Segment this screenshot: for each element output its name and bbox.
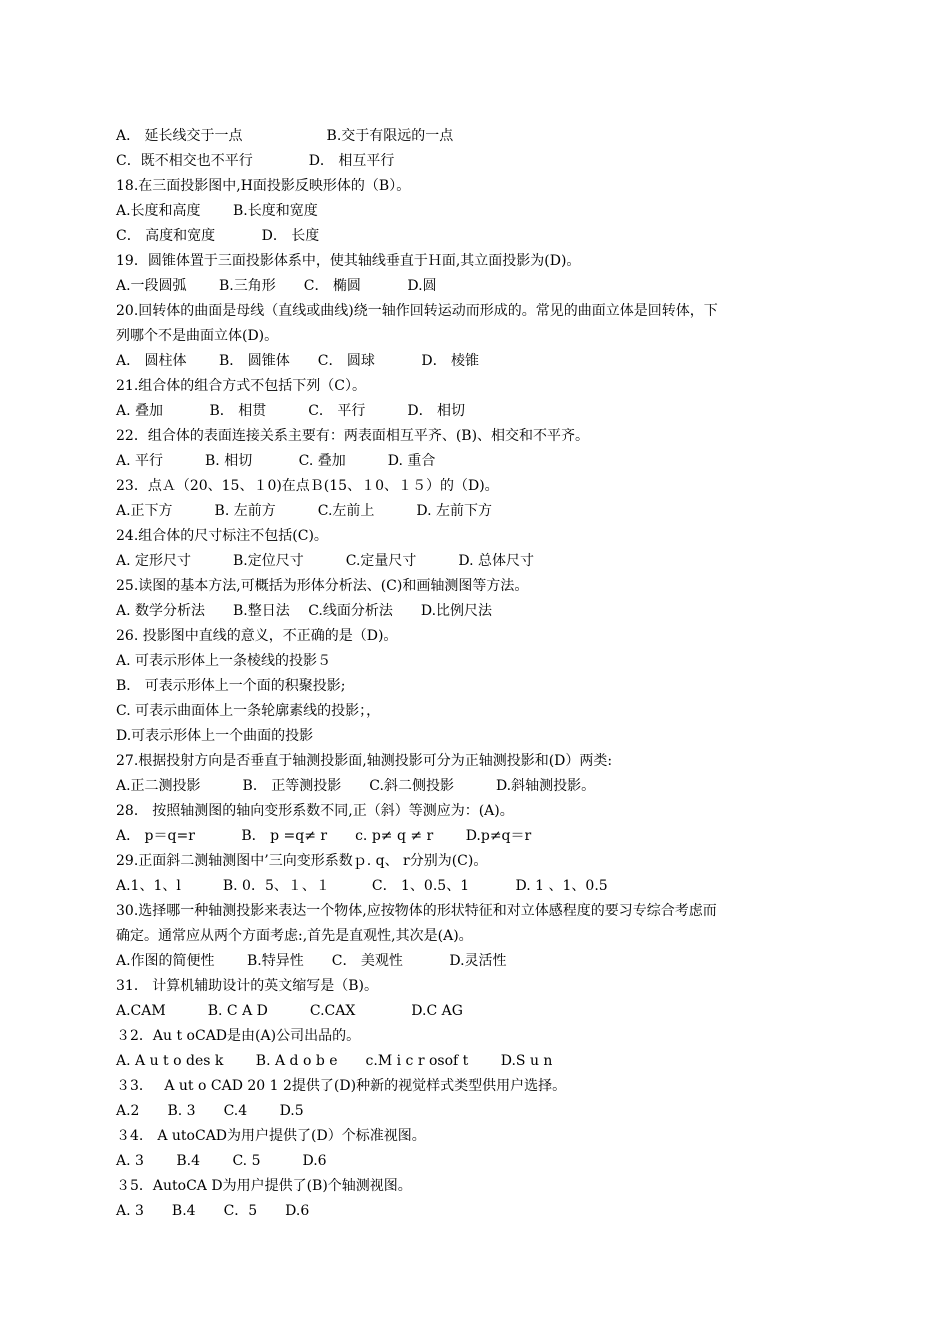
answer-options-line: A. 定形尺寸 B.定位尺寸 C.定量尺寸 D. 总体尺寸: [116, 553, 535, 569]
answer-options-line: C． 高度和宽度 D． 长度: [116, 228, 320, 244]
question-22: 22．组合体的表面连接关系主要有：两表面相互平齐、(B)、相交和不平齐。: [116, 428, 590, 444]
question-32: ３2．Au t oCAD是由(A)公司出品的。: [116, 1028, 361, 1044]
question-31: 31． 计算机辅助设计的英文缩写是（B)。: [116, 978, 379, 994]
answer-options-line: A． 延长线交于一点 B.交于有限远的一点: [116, 128, 454, 144]
question-28: 28． 按照轴测图的轴向变形系数不同,正（斜）等测应为：(A)。: [116, 803, 514, 819]
answer-option-d: D.可表示形体上一个曲面的投影: [116, 728, 314, 744]
answer-options-line: A.正二测投影 B． 正等测投影 C.斜二侧投影 D.斜轴测投影。: [116, 778, 596, 794]
question-30-continued: 确定。通常应从两个方面考虑:,首先是直观性,其次是(A)。: [116, 928, 473, 944]
answer-options-line: A. 3 B.4 C．5 D.6: [116, 1203, 310, 1219]
answer-options-line: A.2 B. 3 C.4 D.5: [116, 1103, 304, 1119]
question-33: ３3． A ut o CAD 20 1 2提供了(D)种新的视觉样式类型供用户选择。: [116, 1078, 567, 1094]
answer-options-line: A. 平行 B. 相切 C. 叠加 D. 重合: [116, 453, 436, 469]
question-27: 27.根据投射方向是否垂直于轴测投影面,轴测投影可分为正轴测投影和(D）两类:: [116, 753, 613, 769]
answer-options-line: A. 数学分析法 B.整日法 C.线面分析法 D.比例尺法: [116, 603, 493, 619]
question-29: 29.正面斜二测轴测图中’三向变形系数ｐ. q、 r分别为(C)。: [116, 853, 488, 869]
answer-options-line: A. 叠加 B． 相贯 C． 平行 D． 相切: [116, 403, 466, 419]
answer-options-line: A.一段圆弧 B.三角形 C． 椭圆 D.圆: [116, 278, 437, 294]
answer-options-line: A． 圆柱体 B． 圆锥体 C． 圆球 D． 棱锥: [116, 353, 480, 369]
answer-options-line: A.作图的简便性 B.特异性 C． 美观性 D.灵活性: [116, 953, 507, 969]
answer-options-line: A. A u t o des k B. A d o b e c.M i c r osof t D.S u n: [116, 1053, 553, 1069]
question-20-continued: 列哪个不是曲面立体(D)。: [116, 328, 279, 344]
question-21: 21.组合体的组合方式不包括下列（C）。: [116, 378, 366, 394]
question-20: 20.回转体的曲面是母线（直线或曲线)绕一轴作回转运动而形成的。常见的曲面立体是回转体，下: [116, 303, 718, 319]
question-26: 26. 投影图中直线的意义，不正确的是（D)。: [116, 628, 398, 644]
answer-options-line: A. 3 B.4 C. 5 D.6: [116, 1153, 327, 1169]
answer-options-line: A.正下方 B. 左前方 C.左前上 D. 左前下方: [116, 503, 493, 519]
question-18: 18.在三面投影图中,H面投影反映形体的（B）。: [116, 178, 411, 194]
question-34: ３4. A utoCAD为用户提供了(D）个标准视图。: [116, 1128, 426, 1144]
answer-option-b: B． 可表示形体上一个面的积聚投影;: [116, 678, 346, 694]
answer-options-line: A． p＝q=r B． p =q≠ r c. p≠ q ≠ r D.p≠q＝r: [116, 828, 532, 844]
question-25: 25.读图的基本方法,可概括为形体分析法、(C)和画轴测图等方法。: [116, 578, 529, 594]
answer-options-line: A.长度和高度 B.长度和宽度: [116, 203, 318, 219]
question-24: 24.组合体的尺寸标注不包括(C)。: [116, 528, 328, 544]
answer-options-line: A.CAM B. C A D C.CAX D.C AG: [116, 1003, 463, 1019]
answer-option-c: C. 可表示曲面体上一条轮廓素线的投影；，: [116, 703, 381, 719]
answer-options-line: C．既不相交也不平行 D． 相互平行: [116, 153, 395, 169]
question-35: ３5．AutoCA D为用户提供了(B)个轴测视图。: [116, 1178, 412, 1194]
question-23: 23．点Ａ（20、15、１0)在点Ｂ(15、１0、１５）的（D)。: [116, 478, 499, 494]
question-30: 30.选择哪一种轴测投影来表达一个物体,应按物体的形状特征和对立体感程度的要习专综合考虑而: [116, 903, 717, 919]
question-19: 19．圆锥体置于三面投影体系中，使其轴线垂直于Ｈ面,其立面投影为(D)。: [116, 253, 581, 269]
answer-options-line: A.1、1、l B. 0．5、１、１ C． 1、0.5、1 D. 1 、1、0.5: [116, 878, 608, 894]
answer-option-a: A. 可表示形体上一条棱线的投影５: [116, 653, 332, 669]
